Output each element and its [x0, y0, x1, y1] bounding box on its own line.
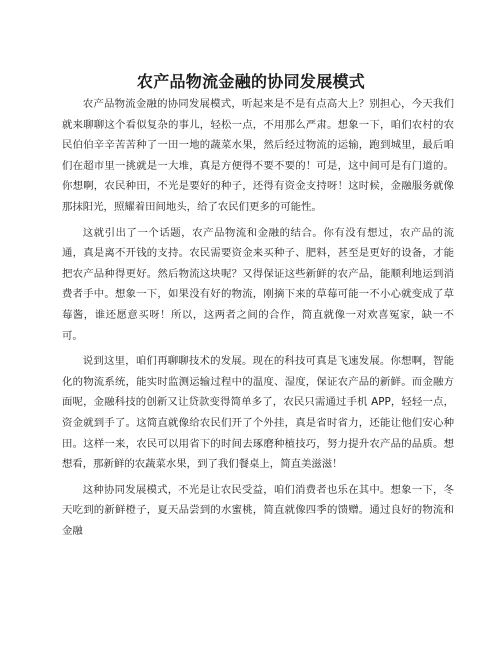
paragraph: 这就引出了一个话题，农产品物流和金融的结合。你有没有想过，农产品的流通，真是离不开钱的支持。农民需要资金来买种子、肥料，甚至是更好的设备，才能把农产品种得更好。然后物流这块呢？又得保证这些新鲜的农产品，能顺利地运到消费者手中。想象一下，如果没有好的物流，刚摘下来的草莓可能一不小心就变成了草莓酱，谁还愿意买呀！所以，这两者之间的合作，简直就像一对欢喜冤家，缺一不可。: [62, 226, 454, 342]
document-body: [62, 94, 454, 546]
paragraph: 农产品物流金融的协同发展模式，听起来是不是有点高大上？别担心，今天我们就来聊聊这个看似复杂的事儿，轻松一点，不用那么严肃。想象一下，咱们农村的农民伯伯辛辛苦苦种了一田一地的蔬菜水果，然后经过物流的运输，跑到城里，最后咱们在超市里一挑就是一大堆，真是方便得不要不要的！可是，这中间可是有门道的。你想啊，农民种田，不光是要好的种子，还得有资金支持呀！这时候，金融服务就像那抹阳光，照耀着田间地头，给了农民们更多的可能性。: [62, 98, 454, 213]
paragraph: 这种协同发展模式，不光是让农民受益，咱们消费者也乐在其中。想象一下，冬天吃到的新鲜橙子，夏天品尝到的水蜜桃，简直就像四季的馈赠。通过良好的物流和金融: [62, 483, 454, 537]
document-title: 农产品物流金融的协同发展模式: [136, 71, 366, 91]
paragraph: 说到这里，咱们再聊聊技术的发展。现在的科技可真是飞速发展。你想啊，智能化的物流系统，能实时监测运输过程中的温度、湿度，保证农产品的新鲜。而金融方面呢，金融科技的创新又让贷款变得简单多了，农民只需通过手机 APP，轻轻一点，资金就到手了。这简直就像给农民们开了个外挂，真是省时省力，还能让他们安心种田。这样一来，农民可以用省下的时间去琢磨种植技巧，努力提升农产品的品质。想想看，那新鲜的农蔬菜水果，到了我们餐桌上，简直美滋滋！: [62, 355, 454, 471]
